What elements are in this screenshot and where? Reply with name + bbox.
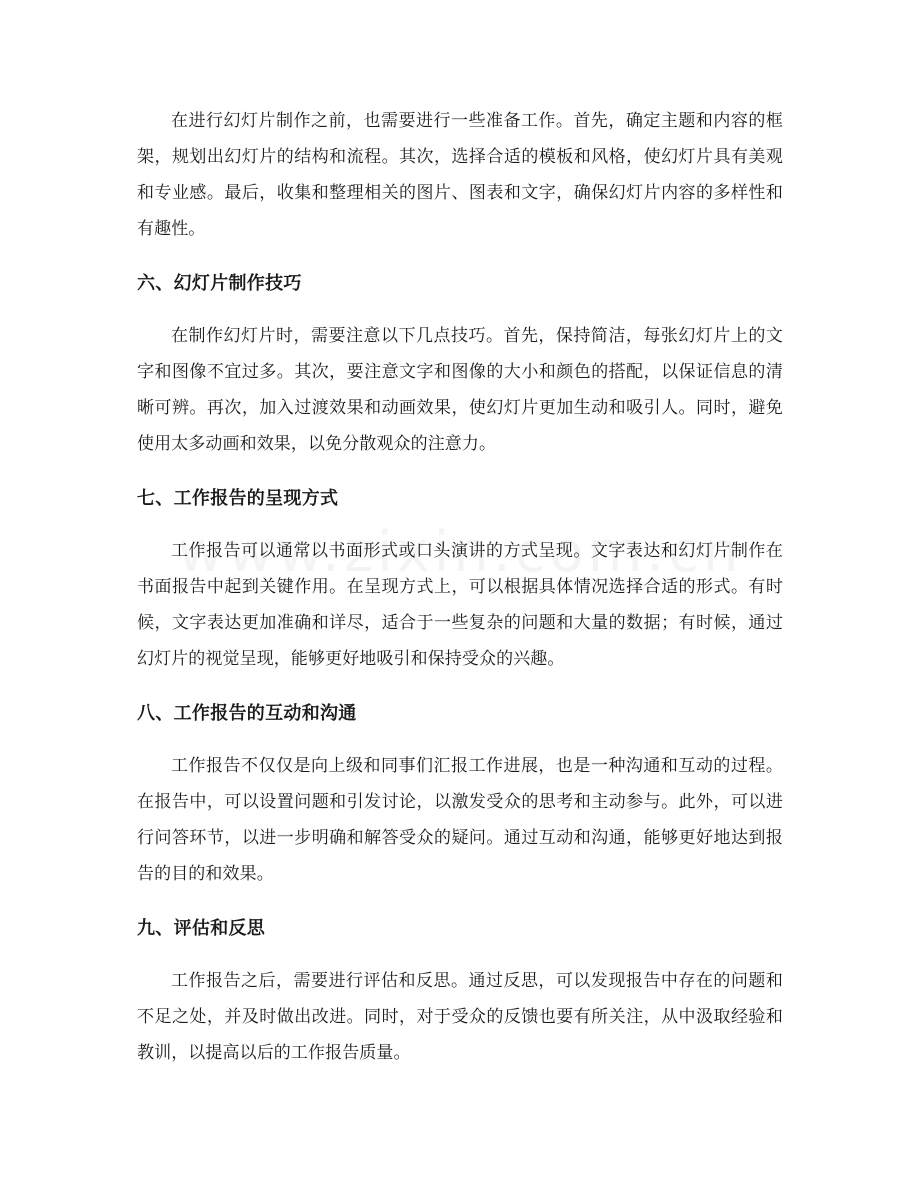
spacer [137, 247, 783, 266]
section-heading-6: 六、幻灯片制作技巧 [137, 273, 302, 294]
intro-paragraph: 在进行幻灯片制作之前，也需要进行一些准备工作。首先，确定主题和内容的框架，规划出幻灯片的结构和流程。其次，选择合适的模板和风格，使幻灯片具有美观和专业感。最后，收集和整理相关的图片、图表和文字，确保幻灯片内容的多样性和有趣性。 [137, 111, 783, 239]
section-paragraph-6: 在制作幻灯片时，需要注意以下几点技巧。首先，保持简洁，每张幻灯片上的文字和图像不宜过多。其次，要注意文字和图像的大小和颜色的搭配，以保证信息的清晰可辨。再次，加入过渡效果和动画效果，使幻灯片更加生动和吸引人。同时，避免使用太多动画和效果，以免分散观众的注意力。 [137, 326, 783, 454]
spacer [137, 677, 783, 696]
section-paragraph-7: 工作报告可以通常以书面形式或口头演讲的方式呈现。文字表达和幻灯片制作在书面报告中起到关键作用。在呈现方式上，可以根据具体情况选择合适的形式。有时候，文字表达更加准确和详尽，适合于一些复杂的问题和大量的数据；有时候，通过幻灯片的视觉呈现，能够更好地吸引和保持受众的兴趣。 [137, 541, 783, 669]
spacer [137, 892, 783, 911]
section-paragraph-9: 工作报告之后，需要进行评估和反思。通过反思，可以发现报告中存在的问题和不足之处，并及时做出改进。同时，对于受众的反馈也要有所关注，从中汲取经验和教训，以提高以后的工作报告质量。 [137, 971, 783, 1063]
section-paragraph-8: 工作报告不仅仅是向上级和同事们汇报工作进展，也是一种沟通和互动的过程。在报告中，可以设置问题和引发讨论，以激发受众的思考和主动参与。此外，可以进行问答环节，以进一步明确和解答受众的疑问。通过互动和沟通，能够更好地达到报告的目的和效果。 [137, 756, 783, 884]
section-heading-7: 七、工作报告的呈现方式 [137, 488, 339, 509]
spacer [137, 517, 783, 533]
spacer [137, 732, 783, 748]
section-heading-8: 八、工作报告的互动和沟通 [137, 703, 357, 724]
section-heading-9: 九、评估和反思 [137, 918, 266, 939]
spacer [137, 947, 783, 963]
document-body [137, 103, 783, 1071]
spacer [137, 462, 783, 481]
spacer [137, 302, 783, 318]
